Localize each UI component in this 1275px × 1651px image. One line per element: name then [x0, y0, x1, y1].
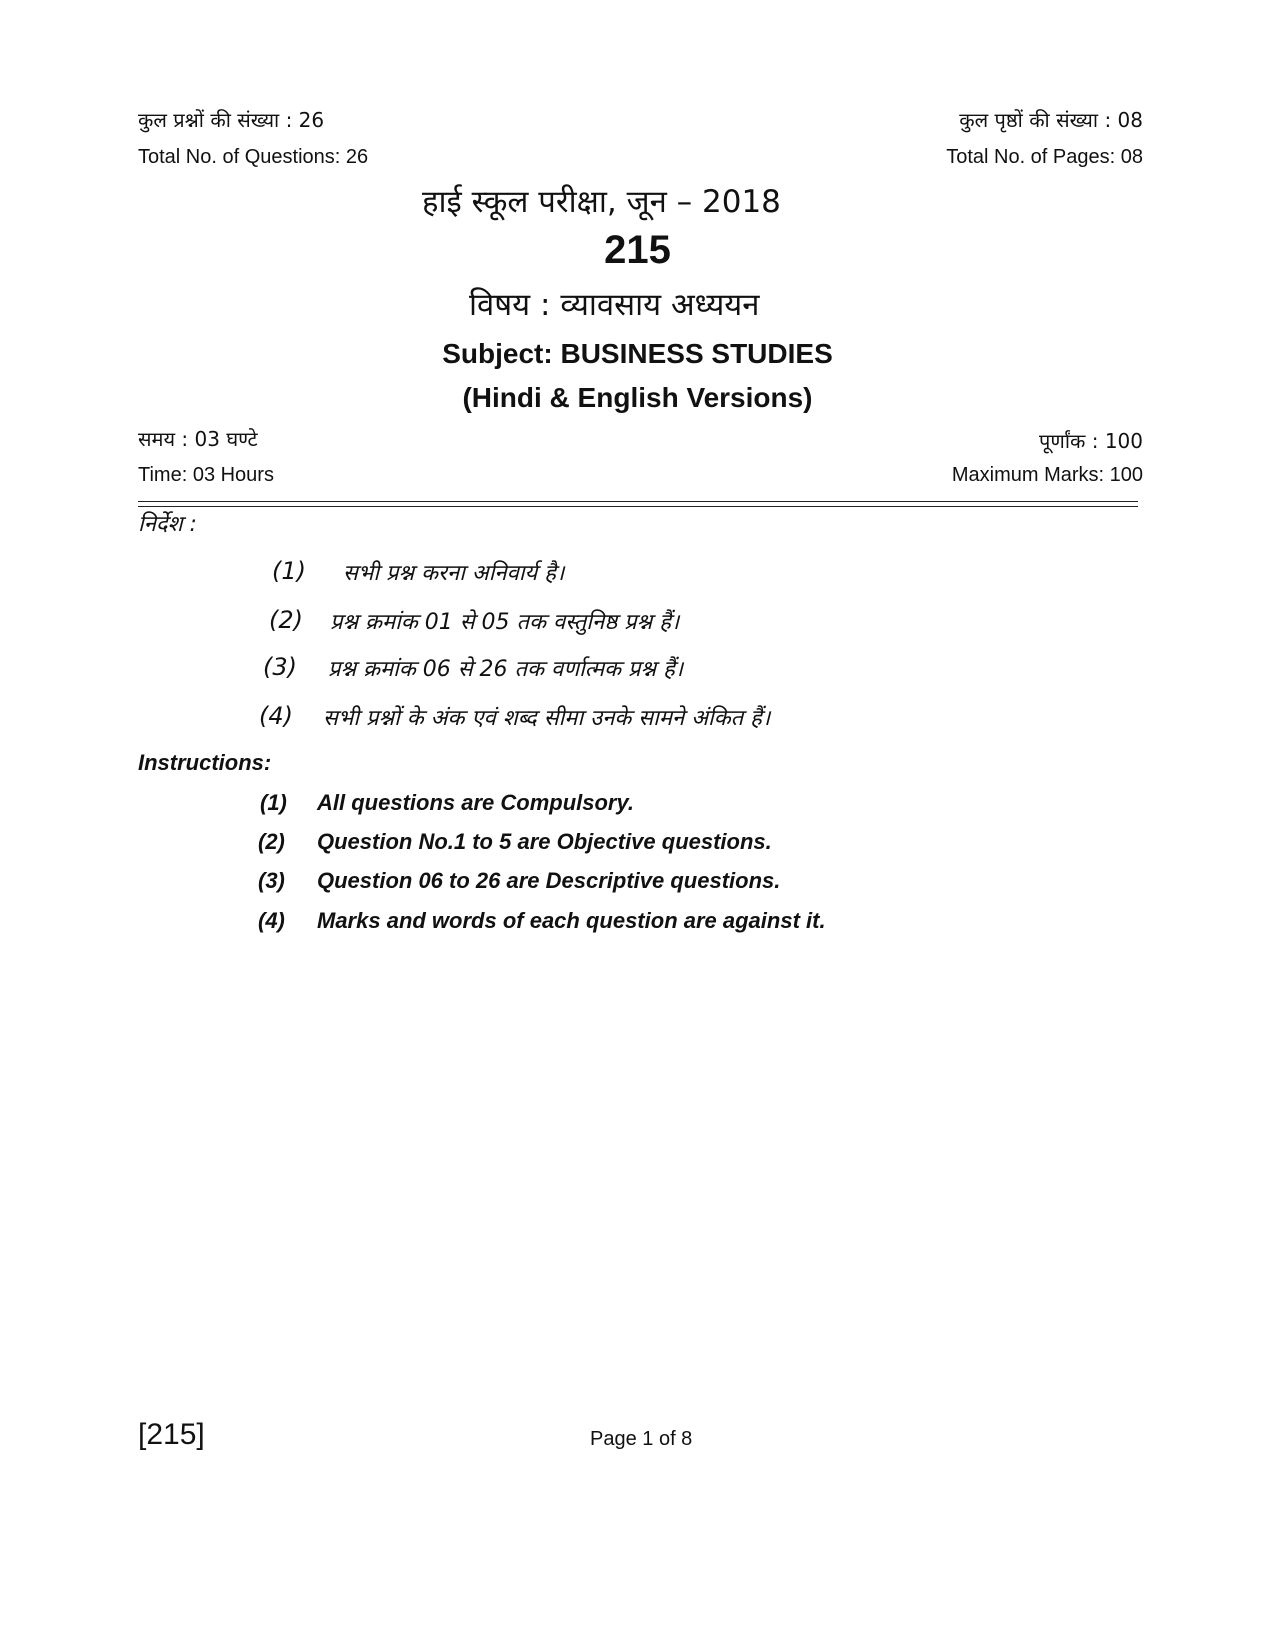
divider-top: [138, 501, 1138, 502]
instruction-english-text: Marks and words of each question are against it.: [317, 908, 826, 933]
instruction-english-text: All questions are Compulsory.: [317, 790, 635, 815]
instruction-english-number: (2): [258, 829, 285, 854]
subject-hindi: विषय : व्यावसाय अध्ययन: [469, 287, 760, 323]
versions-note: (Hindi & English Versions): [462, 382, 813, 413]
subject-english: Subject: BUSINESS STUDIES: [442, 338, 833, 369]
time-english: Time: 03 Hours: [138, 464, 274, 486]
max-marks-english: Maximum Marks: 100: [951, 464, 1143, 486]
total-pages-hindi: कुल पृष्ठों की संख्या : 08: [959, 108, 1143, 132]
instruction-hindi-number: (1): [272, 557, 306, 585]
instruction-english-number: (4): [258, 908, 285, 933]
instruction-english-number: (1): [260, 790, 287, 815]
time-hindi: समय : 03 घण्टे: [138, 427, 258, 451]
instruction-english-text: Question No.1 to 5 are Objective questions.: [317, 829, 772, 854]
instruction-english-text: Question 06 to 26 are Descriptive questions.: [317, 868, 781, 893]
instructions-hindi-heading: निर्देश :: [138, 512, 197, 537]
divider-bottom: [138, 506, 1138, 507]
page-number: Page 1 of 8: [590, 1428, 693, 1450]
instruction-hindi-text: सभी प्रश्नों के अंक एवं शब्द सीमा उनके सामने अंकित हैं।: [323, 706, 771, 731]
total-questions-hindi: कुल प्रश्नों की संख्या : 26: [138, 108, 325, 132]
total-questions-english: Total No. of Questions: 26: [138, 146, 369, 168]
footer-paper-code: [215]: [138, 1418, 205, 1451]
instruction-hindi-number: (4): [259, 702, 293, 730]
exam-title-hindi: हाई स्कूल परीक्षा, जून – 2018: [422, 184, 781, 220]
instruction-english-number: (3): [258, 868, 285, 893]
instruction-hindi-text: सभी प्रश्न करना अनिवार्य है।: [343, 561, 565, 586]
paper-code: 215: [604, 228, 671, 272]
instruction-hindi-text: प्रश्न क्रमांक 01 से 05 तक वस्तुनिष्ठ प्रश्न हैं।: [330, 610, 680, 635]
total-pages-english: Total No. of Pages: 08: [946, 146, 1143, 168]
instruction-hindi-number: (3): [263, 653, 297, 681]
instruction-hindi-text: प्रश्न क्रमांक 06 से 26 तक वर्णात्मक प्रश्न हैं।: [328, 657, 684, 682]
instructions-english-heading: Instructions:: [138, 750, 272, 775]
instruction-hindi-number: (2): [269, 606, 303, 634]
max-marks-hindi: पूर्णांक : 100: [1039, 429, 1143, 453]
